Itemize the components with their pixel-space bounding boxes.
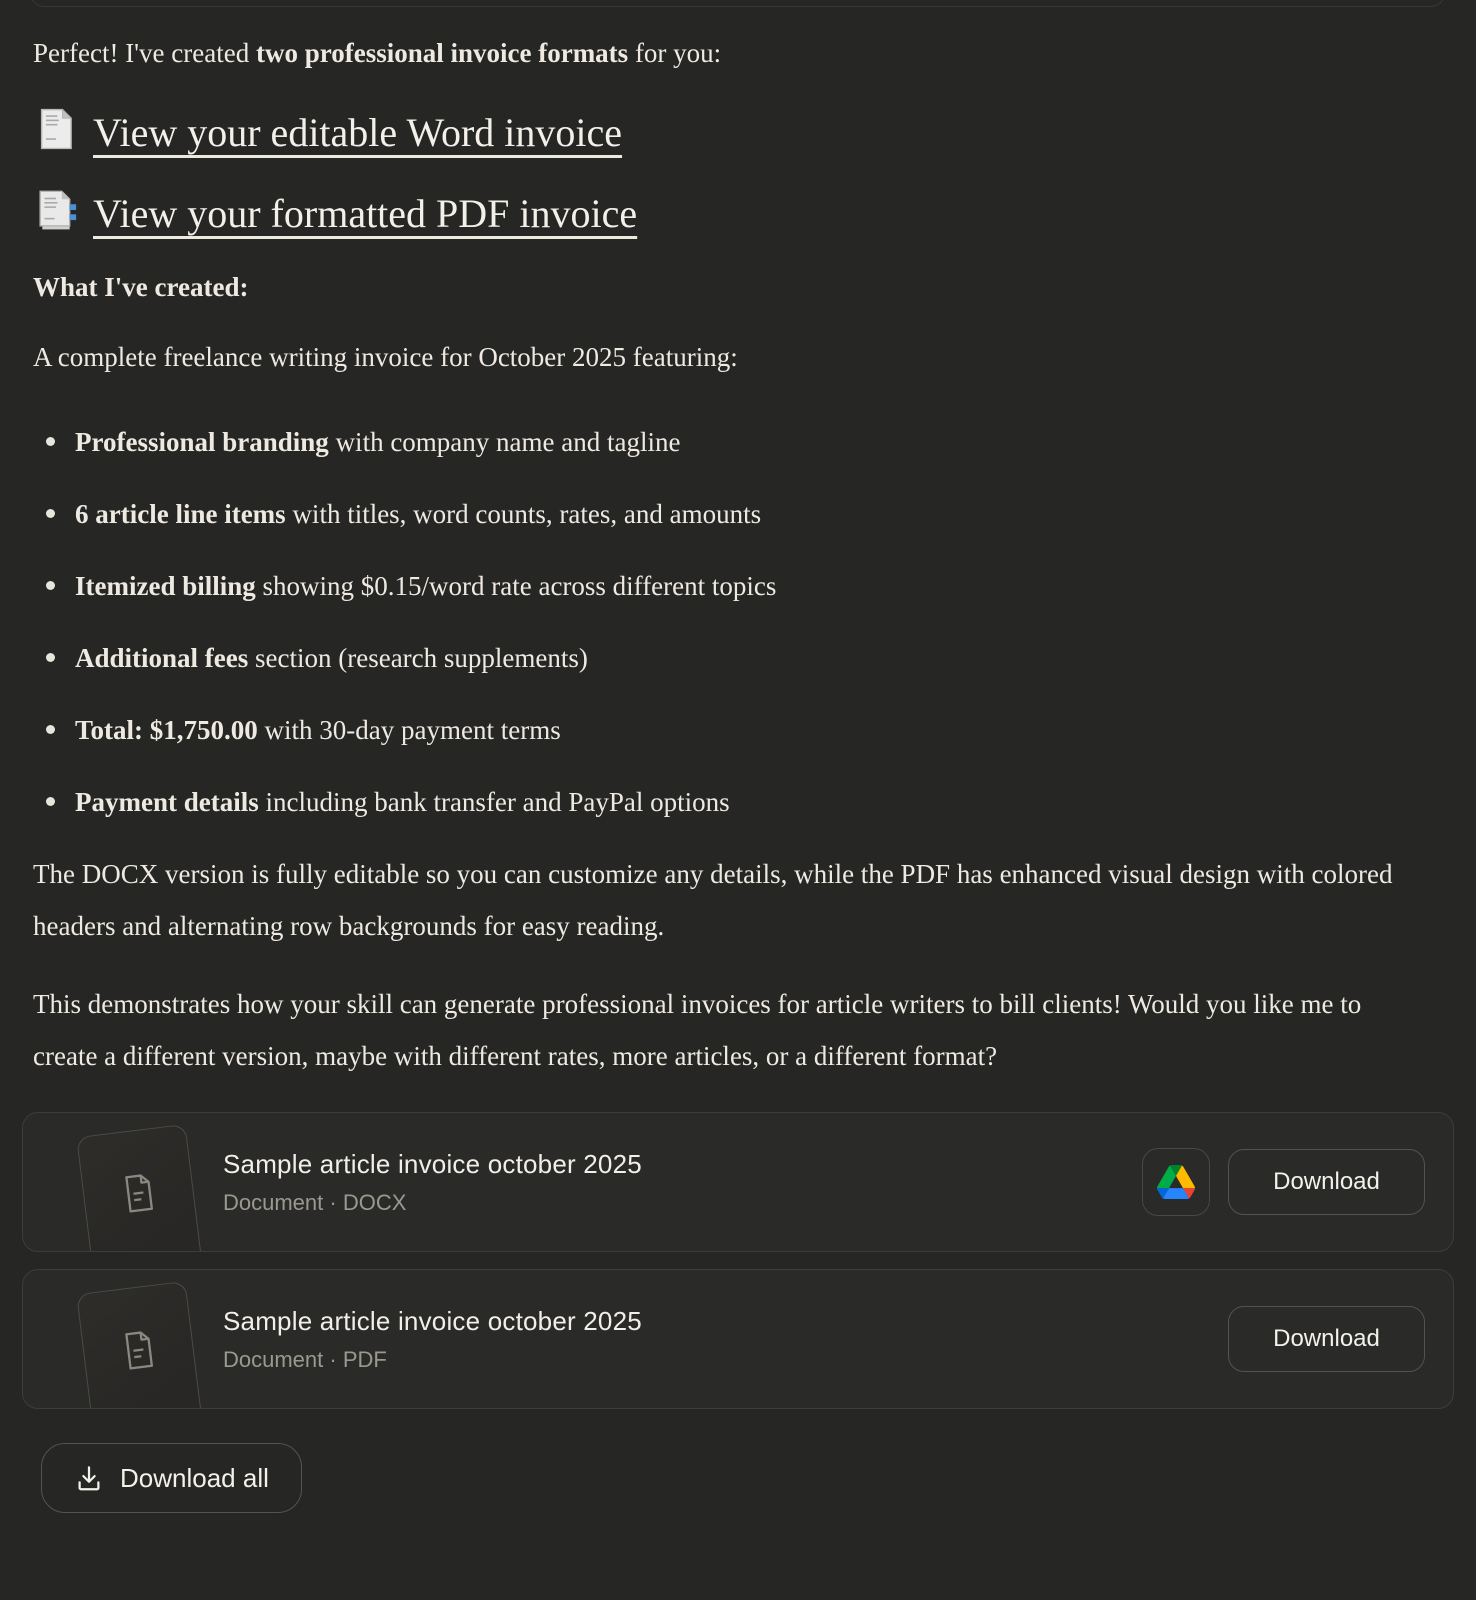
feature-list (33, 416, 1403, 828)
google-drive-button[interactable] (1142, 1148, 1210, 1216)
file-thumbnail (76, 1124, 204, 1252)
intro-paragraph: Perfect! I've created two professional invoice formats for you: (33, 38, 722, 68)
docx-pdf-paragraph: The DOCX version is fully editable so you can customize any details, while the PDF has enhanced visual design with colored headers and alternating row backgrounds for easy reading. (33, 859, 1393, 941)
page-facing-up-icon (33, 106, 79, 152)
pdf-invoice-link-row (33, 187, 1430, 238)
file-thumbnail (76, 1281, 204, 1409)
download-button[interactable]: Download (1228, 1306, 1425, 1372)
feature-item: Itemized billing showing $0.15/word rate across different topics (33, 560, 1403, 612)
pdf-invoice-link[interactable]: View your formatted PDF invoice (33, 191, 637, 236)
features-intro: A complete freelance writing invoice for October 2025 featuring: (33, 342, 738, 372)
feature-item: Payment details including bank transfer and PayPal options (33, 776, 1403, 828)
feature-item: 6 article line items with titles, word counts, rates, and amounts (33, 488, 1403, 540)
file-meta: Document · DOCX (223, 1189, 407, 1215)
document-icon (118, 1171, 159, 1215)
download-button[interactable]: Download (1228, 1149, 1425, 1215)
file-meta: Document · PDF (223, 1346, 387, 1372)
word-invoice-link[interactable]: View your editable Word invoice (33, 110, 622, 155)
download-icon (74, 1463, 104, 1493)
previous-block-bottom-edge (30, 0, 1445, 7)
document-icon (118, 1328, 159, 1372)
file-card-pdf[interactable] (22, 1269, 1454, 1409)
file-title: Sample article invoice october 2025 (223, 1305, 642, 1336)
file-title: Sample article invoice october 2025 (223, 1148, 642, 1179)
word-invoice-link-row (33, 106, 1430, 157)
feature-item: Professional branding with company name and tagline (33, 416, 1403, 468)
feature-item: Additional fees section (research supplements) (33, 632, 1403, 684)
google-drive-icon (1157, 1165, 1195, 1199)
file-card-docx[interactable] (22, 1112, 1454, 1252)
feature-item: Total: $1,750.00 with 30-day payment terms (33, 704, 1403, 756)
file-attachment-list (22, 1112, 1454, 1409)
download-all-button[interactable]: Download all (41, 1443, 302, 1513)
bookmark-tabs-icon (33, 187, 79, 233)
closing-paragraph: This demonstrates how your skill can generate professional invoices for article writers to bill clients! Would you like me to create a different version, maybe with different rates, more articles, or a different format? (33, 989, 1362, 1071)
what-created-heading: What I've created: (33, 272, 249, 302)
